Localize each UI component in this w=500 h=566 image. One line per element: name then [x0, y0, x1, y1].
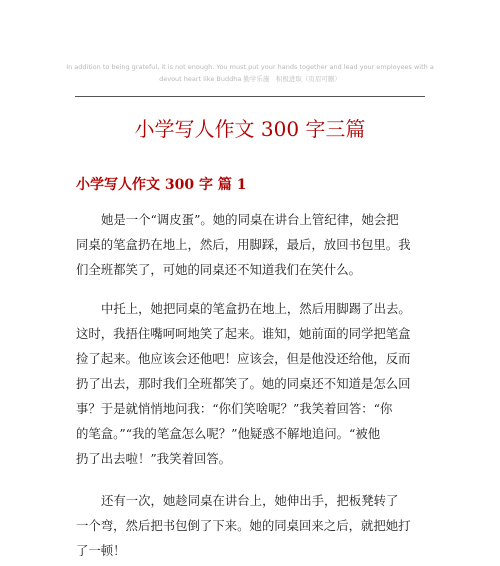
paragraph-line: 了一顿！ [76, 543, 126, 558]
page-header-line-1: In addition to being grateful, it is not enough. You must put your hands together and lead your employees with a [66, 63, 434, 71]
paragraph-line: 中托上，她把同桌的笔盒扔在地上，然后用脚踢了出去。 [101, 301, 411, 316]
document-title: 小学写人作文 300 字三篇 [134, 117, 366, 141]
paragraph-line: 扔了出去啦！”我笑着回答。 [76, 451, 232, 466]
paragraph-line: 的笔盒。”“我的笔盒怎么呢？”他疑惑不解地追问。“被他 [76, 426, 381, 441]
section-title: 小学写人作文 300 字 篇 1 [76, 177, 247, 193]
paragraph-1 [76, 207, 426, 282]
paragraph-line: 同桌的笔盒扔在地上，然后，用脚踩，最后，放回书包里。我 [76, 237, 411, 252]
paragraph-line: 扔了出去，那时我们全班都笑了。她的同桌还不知道是怎么回 [76, 376, 411, 391]
paragraph-line: 她是一个“调皮蛋”。她的同桌在讲台上管纪律，她会把 [101, 212, 399, 227]
paragraph-3 [76, 488, 426, 563]
paragraph-line: 还有一次，她趁同桌在讲台上，她伸出手，把板凳转了 [101, 493, 399, 508]
paragraph-line: 一个弯，然后把书包倒了下来。她的同桌回来之后，就把她打 [76, 518, 411, 533]
header-divider [75, 96, 425, 97]
page-header-line-2: devout heart like Buddha 勤学乐施 积极进取（页眉可删） [159, 75, 341, 83]
paragraph-2 [76, 296, 426, 471]
paragraph-line: 们全班都笑了，可她的同桌还不知道我们在笑什么。 [76, 262, 361, 277]
paragraph-line: 捡了起来。他应该会还他吧！应该会，但是他没还给他，反而 [76, 351, 411, 366]
paragraph-line: 这时，我捂住嘴呵呵地笑了起来。谁知，她前面的同学把笔盒 [76, 326, 411, 341]
paragraph-line: 事？于是就悄悄地问我：“你们笑啥呢？”我笑着回答：“你 [76, 401, 393, 416]
